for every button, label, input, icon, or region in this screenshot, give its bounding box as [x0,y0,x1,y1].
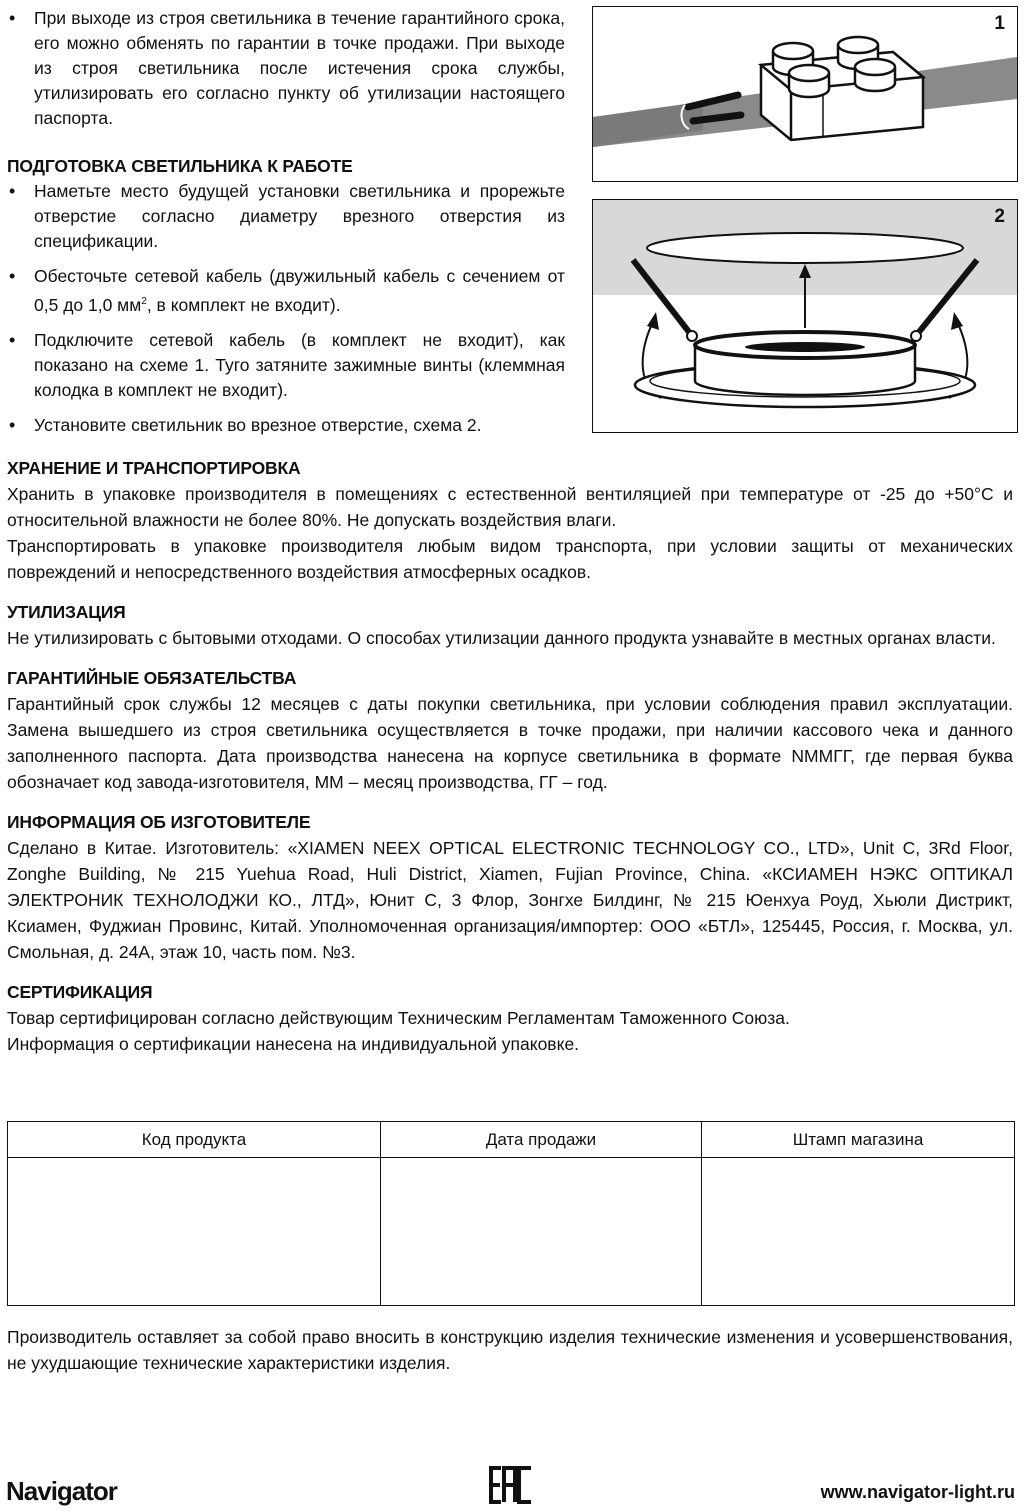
ceiling-installation-illustration [593,200,1017,432]
storage-heading: ХРАНЕНИЕ И ТРАНСПОРТИРОВКА [7,458,301,478]
preparation-bullet-3: • Подключите сетевой кабель (в комплект не входит), как показано на схеме 1. Туго затяните зажимные винты (клеммная колодка в комплект не входит). [7,328,565,403]
scheme-1-wiring-diagram [592,6,1018,182]
preparation-bullet-4: • Установите светильник во врезное отверстие, схема 2. [7,413,565,438]
header-sale-date: Дата продажи [381,1122,702,1158]
warranty-heading: ГАРАНТИЙНЫЕ ОБЯЗАТЕЛЬСТВА [7,668,297,688]
eac-mark-icon [488,1464,534,1506]
certification-section [7,979,1013,1057]
intro-bullet-1: • При выходе из строя светильника в течение гарантийного срока, его можно обменять по гарантии в точке продажи. При выходе из строя светильника после истечения срока службы, утилизировать его согласно пункту об утилизации настоящего паспорта. [7,6,565,131]
page-footer [0,1462,1024,1512]
table-header-row [8,1122,1015,1158]
preparation-heading: ПОДГОТОВКА СВЕТИЛЬНИКА К РАБОТЕ [7,156,353,176]
warranty-paragraph: Гарантийный срок службы 12 месяцев с даты покупки светильника, при условии соблюдения правил эксплуатации. Замена вышедшего из строя светильника осуществляется в точке продажи, при наличии кассового чека и данного заполненного паспорта. Дата производства нанесена на корпусе светильника в формате NММГГ, где первая буква обозначает код завода-изготовителя, ММ – месяц производства, ГГ – год. [7,694,1013,792]
manufacturer-paragraph: Сделано в Китае. Изготовитель: «XIAMEN NEEX OPTICAL ELECTRONIC TECHNOLOGY CO., LTD», Unit C, 3Rd Floor, Zonghe Building, № 215 Yuehua Road, Huli District, Xiamen, Fujian Province, China. «КСИАМЕН НЭКС ОПТИКАЛ ЭЛЕКТРОНИК ТЕХНОЛОДЖИ КО., ЛТД», Юнит С, 3 Флор, Зонгхе Билдинг, № 215 Юенхуа Роуд, Хьюли Дистрикт, Ксиамен, Фуджиан Провинс, Китай. Уполномоченная организация/импортер: ООО «БТЛ», 125445, Россия, г. Москва, ул. Смольная, д. 24А, этаж 10, часть пом. №3. [7,838,1013,962]
intro-bullet-list [7,6,565,131]
navigator-logo: Navigator [6,1476,117,1506]
preparation-bullet-2: • Обесточьте сетевой кабель (двужильный кабель с сечением от 0,5 до 1,0 $мм^2$, в комплект не входит). [7,264,565,318]
storage-paragraph-1: Хранить в упаковке производителя в помещениях с естественной вентиляцией при температуре от -25 до +50°C и относительной влажности не более 80%. Не допускать воздействия влаги. [7,484,1013,530]
disposal-section [7,599,1013,651]
scheme-1-number: 1 [994,13,1005,34]
manufacturer-section [7,809,1013,965]
cell-store-stamp [702,1158,1015,1306]
terminal-block-illustration [593,7,1017,181]
preparation-bullet-1: • Наметьте место будущей установки светильника и прорежьте отверстие согласно диаметру врезного отверстия из спецификации. [7,179,565,254]
certification-paragraph-2: Информация о сертификации нанесена на индивидуальной упаковке. [7,1034,580,1054]
header-store-stamp: Штамп магазина [702,1122,1015,1158]
scheme-2-number: 2 [994,206,1005,227]
disposal-heading: УТИЛИЗАЦИЯ [7,602,126,622]
table-row [8,1158,1015,1306]
document-sections [7,455,1013,1071]
storage-paragraph-2: Транспортировать в упаковке производителя любым видом транспорта, при условии защиты от механических повреждений и непосредственного воздействия атмосферных осадков. [7,536,1013,582]
certification-heading: СЕРТИФИКАЦИЯ [7,982,153,1002]
top-left-column [7,6,565,438]
header-product-code: Код продукта [8,1122,381,1158]
scheme-2-installation-diagram [592,199,1018,433]
figures-column [592,6,1018,433]
manufacturer-heading: ИНФОРМАЦИЯ ОБ ИЗГОТОВИТЕЛЕ [7,812,311,832]
cell-sale-date [381,1158,702,1306]
warranty-section [7,665,1013,795]
storage-section [7,455,1013,585]
website-url: www.navigator-light.ru [820,1482,1015,1502]
preparation-bullet-list [7,179,565,438]
warranty-card-table [7,1121,1015,1306]
certification-paragraph-1: Товар сертифицирован согласно действующим Техническим Регламентам Таможенного Союза. [7,1008,790,1028]
disclaimer-paragraph: Производитель оставляет за собой право вносить в конструкцию изделия технические изменения и усовершенствования, не ухудшающие технические характеристики изделия. [7,1327,1013,1373]
disposal-paragraph: Не утилизировать с бытовыми отходами. О способах утилизации данного продукта узнавайте в местных органах власти. [7,628,996,648]
cell-product-code [8,1158,381,1306]
